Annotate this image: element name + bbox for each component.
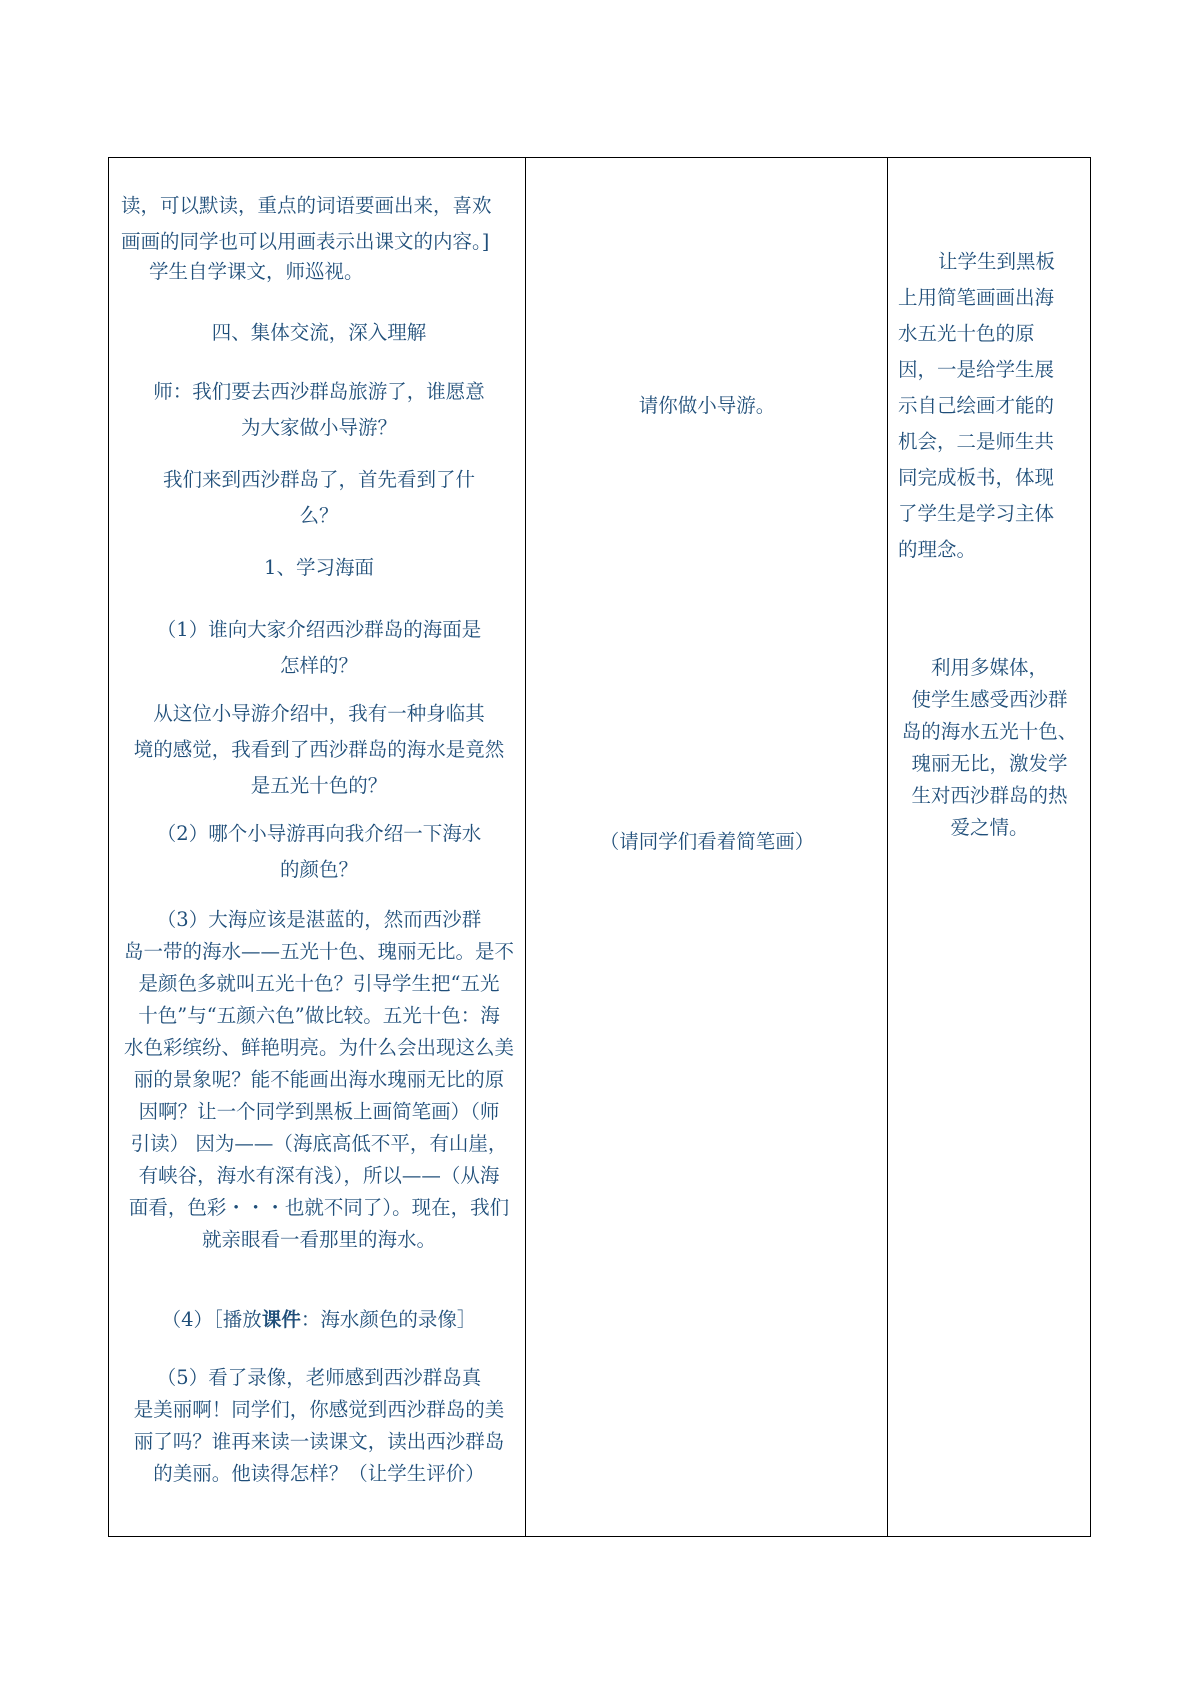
text-line: （3）大海应该是湛蓝的，然而西沙群 — [156, 908, 482, 931]
text-line: 的颜色？ — [279, 858, 358, 881]
text-line: 十色”与“五颜六色”做比较。五光十色：海 — [138, 1004, 500, 1027]
text-line: 使学生感受西沙群 — [911, 688, 1068, 711]
text-line: 有峡谷，海水有深有浅），所以——（从海 — [138, 1164, 500, 1187]
text-line: 水五光十色的原 — [898, 322, 1035, 345]
paragraph-reading-instruction — [121, 188, 517, 260]
text-line: 的美丽。他读得怎样？（让学生评价） — [153, 1462, 485, 1485]
text-line: 因啊？让一个同学到黑板上画简笔画）（师 — [138, 1100, 500, 1123]
text-line: 爱之情。 — [950, 816, 1029, 839]
student-activity-cell — [526, 158, 888, 1537]
text-line: 面看，色彩・・・也就不同了）。现在，我们 — [128, 1196, 510, 1219]
text-line: 丽的景象呢？能不能画出海水瑰丽无比的原 — [133, 1068, 505, 1091]
paragraph-play-courseware — [121, 1302, 517, 1338]
text-line: 我们来到西沙群岛了，首先看到了什 — [162, 468, 475, 491]
paragraph-question-1 — [121, 612, 517, 684]
intent-note-multimedia — [892, 652, 1087, 844]
teaching-process-cell — [109, 158, 526, 1537]
text-line: 师：我们要去西沙群岛旅游了，谁愿意 — [153, 380, 485, 403]
text-line: 从这位小导游介绍中，我有一种身临其 — [153, 702, 485, 725]
text-line: 同完成板书，体现 — [898, 466, 1055, 489]
text-line: （1）谁向大家介绍西沙群岛的海面是 — [156, 618, 482, 641]
text-line: 是美丽啊！同学们，你感觉到西沙群岛的美 — [133, 1398, 505, 1421]
text-line: 岛的海水五光十色、 — [901, 720, 1078, 743]
text-line: 瑰丽无比，激发学 — [911, 752, 1068, 775]
text-line: 水色彩缤纷、鲜艳明亮。为什么会出现这么美 — [123, 1036, 514, 1059]
text-span: ：海水颜色的录像］ — [300, 1308, 477, 1331]
text-line: 因，一是给学生展 — [898, 358, 1055, 381]
text-line: 的理念。 — [898, 538, 977, 561]
paragraph-tour-guide — [121, 374, 517, 446]
paragraph-question-3 — [121, 904, 517, 1256]
text-line: 丽了吗？谁再来读一读课文，读出西沙群岛 — [133, 1430, 505, 1453]
text-line: 上用简笔画画出海 — [898, 286, 1055, 309]
subsection-heading: 1、学习海面 — [264, 556, 374, 579]
paragraph-self-study: 学生自学课文，师巡视。 — [149, 260, 364, 283]
lesson-plan-table — [108, 157, 1091, 1537]
design-intent-cell — [888, 158, 1091, 1537]
text-line: 么？ — [299, 504, 339, 527]
text-line: 引读） 因为——（海底高低不平，有山崖， — [130, 1132, 508, 1155]
text-line: 生对西沙群岛的热 — [911, 784, 1068, 807]
text-line: 是颜色多就叫五光十色？引导学生把“五光 — [138, 972, 500, 995]
section-heading: 四、集体交流，深入理解 — [211, 321, 427, 344]
text-line: 怎样的？ — [279, 654, 358, 677]
activity-tour-guide: 请你做小导游。 — [638, 394, 776, 417]
paragraph-guide-intro — [121, 696, 517, 804]
text-line: 示自己绘画才能的 — [898, 394, 1055, 417]
text-line: 让学生到黑板 — [938, 250, 1056, 273]
intent-note-blackboard — [898, 244, 1081, 568]
text-line: 了学生是学习主体 — [898, 502, 1055, 525]
text-line: 岛一带的海水——五光十色、瑰丽无比。是不 — [123, 940, 514, 963]
text-line: 读，可以默读，重点的词语要画出来，喜欢 — [121, 194, 492, 217]
paragraph-question-5 — [121, 1362, 517, 1490]
text-line: 就亲眼看一看那里的海水。 — [201, 1228, 436, 1251]
text-line: 境的感觉，我看到了西沙群岛的海水是竟然 — [133, 738, 505, 761]
text-line: 为大家做小导游？ — [240, 416, 397, 439]
text-span: （4）［播放 — [161, 1308, 262, 1331]
text-line: （5）看了录像，老师感到西沙群岛真 — [156, 1366, 482, 1389]
paragraph-question-2 — [121, 816, 517, 888]
activity-look-sketch: （请同学们看着简笔画） — [599, 830, 815, 853]
text-line: 画画的同学也可以用画表示出课文的内容。] — [121, 230, 490, 253]
courseware-keyword: 课件 — [261, 1308, 301, 1331]
text-line: 是五光十色的？ — [250, 774, 388, 797]
table-row — [109, 158, 1091, 1537]
text-line: 利用多媒体， — [930, 656, 1048, 679]
paragraph-first-sight — [121, 462, 517, 534]
text-line: 机会，二是师生共 — [898, 430, 1055, 453]
text-line: （2）哪个小导游再向我介绍一下海水 — [156, 822, 482, 845]
